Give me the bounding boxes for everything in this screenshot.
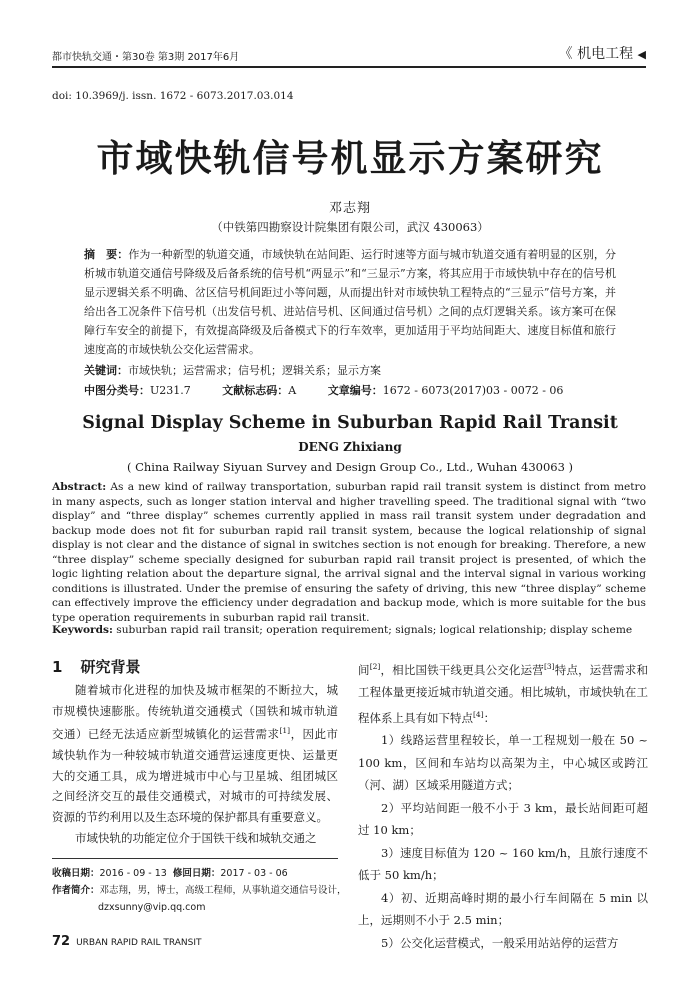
text-run: ，因此市域快轨作为一种较城市轨道交通营运速度更快、运量更大的交通工具，成为增进城市中心与卫星城、组团城区之间经济交互的最佳交通模式，对城市的可持续发展、资源的节约利用以及生态环境的保护都具有重要意义。: [52, 727, 339, 825]
paragraph: [358, 656, 648, 729]
classification-row: [84, 382, 644, 398]
section-number: 1: [52, 658, 63, 676]
doi: doi: 10.3969/j. issn. 1672 - 6073.2017.03.014: [52, 90, 294, 102]
page-footer: [52, 934, 202, 949]
paragraph: [52, 680, 338, 828]
section-heading: [52, 656, 140, 677]
article-label: 文章编号：: [327, 384, 383, 397]
clc-label: 中图分类号：: [84, 384, 150, 397]
text-run: ：: [483, 710, 496, 725]
list-item: 5）公交化运营模式，一般采用站站停的运营方: [381, 935, 619, 950]
keywords-cn: [84, 362, 381, 378]
clc-number: [84, 384, 191, 397]
keywords-en: [52, 624, 632, 636]
citation: [1]: [279, 726, 291, 736]
right-column: [358, 656, 648, 954]
footnote-rule: [52, 858, 338, 859]
journal-info: 都市快轨交通・第30卷 第3期 2017年6月: [52, 52, 240, 63]
citation: [4]: [473, 709, 484, 719]
text-run: 随着城市化进程的加快及城市框架的不断拉大，城市规模快速膨胀。传统轨道交通模式（国铁和城市轨道交通）已经无法适应新型城镇化的运营需求: [52, 683, 338, 742]
clc-value: U231.7: [150, 384, 191, 397]
article-value: 1672 - 6073(2017)03 - 0072 - 06: [382, 384, 564, 397]
citation: [2]: [369, 662, 381, 671]
footnote-bio: [52, 882, 352, 899]
header-rule: [52, 66, 646, 68]
text-run: ，相比国铁干线更具公交化运营: [380, 662, 544, 677]
list-item: 2）平均站间距一般不小于 3 km，最长站间距可超过 10 km；: [358, 800, 648, 838]
keywords-cn-label: 关键词：: [84, 364, 128, 377]
footnote-dates: [52, 865, 352, 882]
citation: [3]: [543, 662, 555, 671]
abstract-en-label: Abstract:: [52, 481, 107, 493]
affiliation-cn: （中铁第四勘察设计院集团有限公司，武汉 430063）: [211, 220, 489, 234]
paper-title-cn: 市域快轨信号机显示方案研究: [96, 136, 604, 180]
paragraph: 市域快轨的功能定位介于国铁干线和城轨交通之: [75, 830, 317, 845]
section-title: 研究背景: [80, 658, 141, 676]
revised-date: 2017 - 03 - 06: [220, 868, 288, 879]
triangle-marker-icon: ◀: [637, 48, 646, 61]
section-name: 《 机电工程: [558, 46, 634, 62]
affiliation-en: ( China Railway Siyuan Survey and Design Group Co., Ltd., Wuhan 430063 ): [126, 460, 574, 474]
bio-label: 作者简介：: [52, 885, 100, 896]
abstract-cn-text: 作为一种新型的轨道交通，市域快轨在站间距、运行时速等方面与城市轨道交通有着明显的区别，分析城市轨道交通信号降级及后备系统的信号机“两显示”和“三显示”方案，将其应用于市域快轨中存在的信号机显示逻辑关系不明确、岔区信号机间距过小等问题，从而提出针对市域快轨工程特点的“三显示”信号方案，并给出各工况条件下信号机（出发信号机、进站信号机、区间通过信号机）之间的点灯逻辑关系。该方案可在保障行车安全的前提下，有效提高降级及后备模式下的行车效率，更加适用于平均站间距大、速度目标值和旅行速度高的市域快轨公交化运营需求。: [84, 248, 616, 356]
revised-label: 修回日期：: [172, 868, 221, 879]
left-column: [52, 680, 338, 848]
doc-value: A: [288, 384, 297, 397]
document-code: [222, 384, 296, 397]
journal-name-en: URBAN RAPID RAIL TRANSIT: [76, 938, 202, 948]
received-label: 收稿日期：: [52, 868, 100, 879]
page-number: 72: [52, 934, 71, 949]
list-item: 4）初、近期高峰时期的最小行车间隔在 5 min 以上，远期则不小于 2.5 min；: [358, 890, 648, 928]
author-en: DENG Zhixiang: [298, 440, 402, 454]
article-number: [328, 384, 564, 397]
author-cn: 邓志翔: [328, 201, 371, 216]
doc-label: 文献标志码：: [222, 384, 289, 397]
keywords-en-label: Keywords:: [52, 624, 113, 636]
keywords-en-text: suburban rapid rail transit; operation requirement; signals; logical relationship; display scheme: [116, 624, 633, 636]
paper-title-en: Signal Display Scheme in Suburban Rapid Rail Transit: [82, 413, 618, 433]
list-item: 3）速度目标值为 120 ~ 160 km/h，且旅行速度不低于 50 km/h；: [358, 845, 648, 883]
text-run: 间: [358, 662, 370, 677]
text-run: 特点，运营需求和工程体量更接近城市轨道交通。相比城轨，市域快轨在工程体系上具有如下特点: [358, 662, 649, 725]
received-date: 2016 - 09 - 13: [99, 868, 167, 879]
author-email: dzxsunny@vip.qq.com: [98, 902, 206, 913]
abstract-cn-label: 摘 要：: [84, 248, 129, 261]
abstract-cn: [84, 245, 616, 359]
bio-text: 邓志翔，男，博士，高级工程师，从事轨道交通信号设计，: [99, 885, 347, 896]
abstract-en: [52, 480, 646, 625]
abstract-en-text: As a new kind of railway transportation, suburban rapid rail transit system is distinct from metro in many aspects, such as longer station interval and higher travelling speed. The traditional signal with “two display” and “three display” schemes currently applied in mass rail transit system under degradation and backup mode does not fit for suburban rapid rail transit system, because the logical relationship of signal display is not clear and the distance of signal in switches section is not enough for breaking. Therefore, a new “three display” scheme specially designed for suburban rapid rail transit project is presented, of which the logic lighting relation about the departure signal, the arrival signal and the interval signal in various working conditions is illustrated. Under the premise of ensuring the safety of driving, this new “three display” scheme can effectively improve the efficiency under degradation and backup mode, which is more suitable for the bus type operation requirements in suburban rapid rail transit.: [52, 481, 646, 624]
footnote: [52, 865, 352, 916]
section-tag: [559, 43, 646, 63]
list-item: 1）线路运营里程较长，单一工程规划一般在 50 ~ 100 km，区间和车站均以高架为主，中心城区或跨江（河、湖）区域采用隧道方式；: [358, 733, 648, 793]
keywords-cn-text: 市域快轨；运营需求；信号机；逻辑关系；显示方案: [128, 364, 381, 377]
